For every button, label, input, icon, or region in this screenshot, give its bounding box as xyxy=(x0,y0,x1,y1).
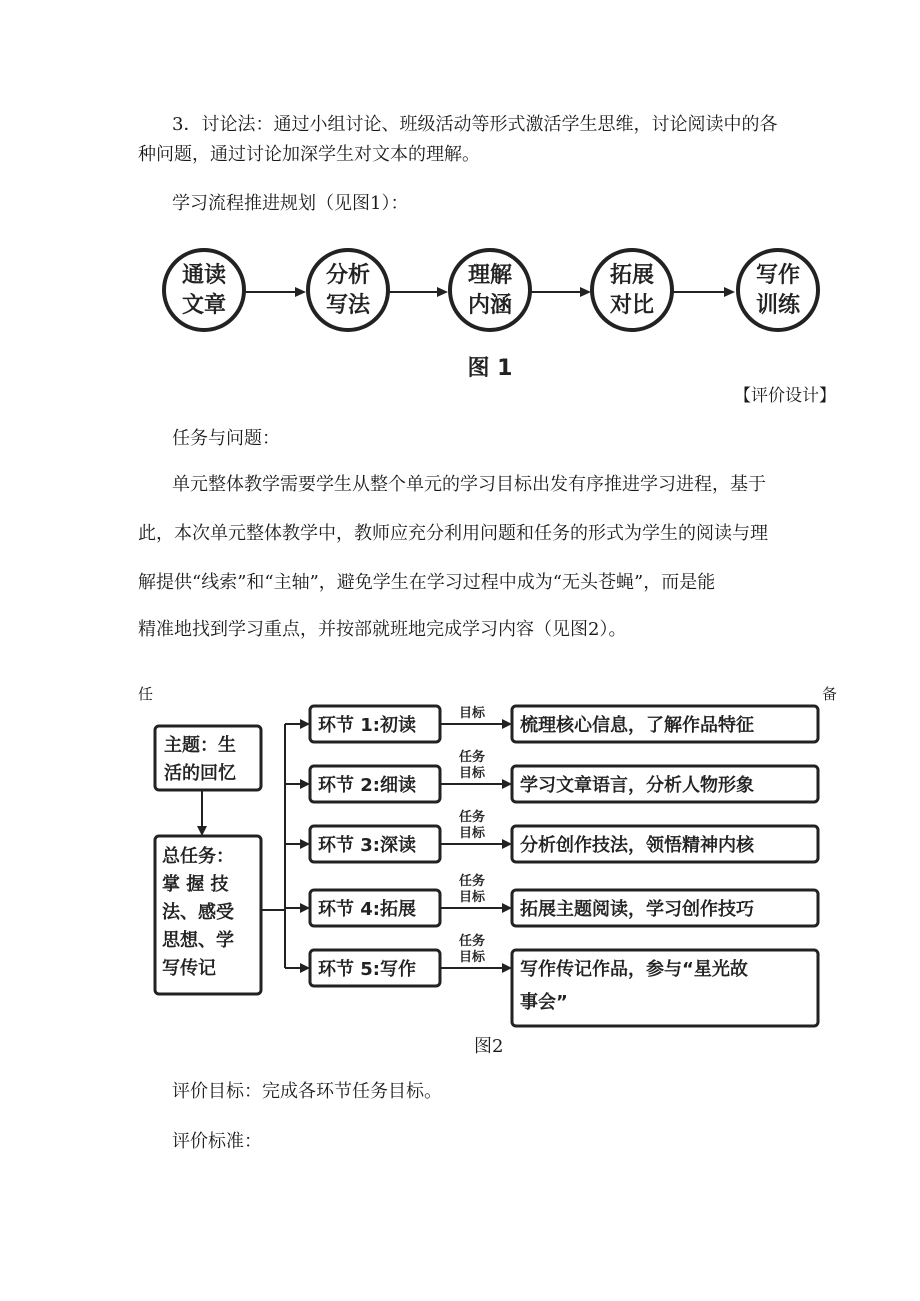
figure1-step-1-bottom: 文章 xyxy=(181,293,227,318)
stage-4-arrow-label-1: 任务 xyxy=(458,874,486,889)
figure2-diagram xyxy=(150,700,830,1040)
figure1-arrowhead-3 xyxy=(580,287,591,297)
figure1-step-1-top: 通读 xyxy=(181,263,227,288)
stage-2-arrow-label-2: 目标 xyxy=(458,766,486,781)
main-task-line5: 写传记 xyxy=(162,958,216,979)
main-task-line3: 法、感受 xyxy=(162,902,234,923)
body-line4: 精准地找到学习重点，并按部就班地完成学习内容（见图2）。 xyxy=(138,619,627,640)
figure1-step-5-bottom: 训练 xyxy=(755,293,801,318)
figure2-caption: 图2 xyxy=(474,1036,504,1057)
figure1-step-4-top: 拓展 xyxy=(609,263,655,288)
stage-3-arrow-label-2: 目标 xyxy=(458,826,486,841)
figure1-step-5-top: 写作 xyxy=(755,263,801,288)
section3-line2: 种问题，通过讨论加深学生对文本的理解。 xyxy=(138,144,480,165)
figure1-step-4 xyxy=(592,250,672,330)
figure1-step-2-bottom: 写法 xyxy=(325,293,371,318)
stage-5-label: 环节 5:写作 xyxy=(318,959,416,980)
stage-1-label: 环节 1:初读 xyxy=(318,715,416,736)
figure1-step-5 xyxy=(738,250,818,330)
body-line1: 单元整体教学需要学生从整个单元的学习目标出发有序推进学习进程，基于 xyxy=(172,474,766,495)
eval-standard: 评价标准： xyxy=(172,1131,262,1152)
stage-5-arrow-label-1: 任务 xyxy=(458,934,486,949)
stage-4-goal-line1: 拓展主题阅读，学习创作技巧 xyxy=(520,899,754,920)
theme-line1: 主题：生 xyxy=(164,735,236,756)
stage-2-arrow-label-1: 任务 xyxy=(458,750,486,765)
section3-line1: 3．讨论法：通过小组讨论、班级活动等形式激活学生思维，讨论阅读中的各 xyxy=(172,114,778,135)
figure1-step-1 xyxy=(164,250,244,330)
eval-goal: 评价目标：完成各环节任务目标。 xyxy=(172,1081,442,1102)
main-task-line2: 掌 握 技 xyxy=(162,874,229,895)
stage-3-label: 环节 3:深读 xyxy=(318,835,416,856)
stage-1-goal-line1: 梳理核心信息，了解作品特征 xyxy=(520,715,754,736)
figure1-step-4-bottom: 对比 xyxy=(609,293,655,318)
figure1-step-2-top: 分析 xyxy=(325,263,371,288)
theme-line2: 活的回忆 xyxy=(164,763,236,784)
body-line3: 解提供“线索”和“主轴”，避免学生在学习过程中成为“无头苍蝇”，而是能 xyxy=(138,572,716,593)
stage-3-goal-line1: 分析创作技法，领悟精神内核 xyxy=(520,835,754,856)
stage-5-goal-line2: 事会” xyxy=(520,992,568,1013)
main-task-line1: 总任务： xyxy=(162,846,234,867)
figure1-step-3-bottom: 内涵 xyxy=(467,293,513,318)
figure1-arrowhead-1 xyxy=(295,287,306,297)
fragment-right: 备 xyxy=(822,685,838,703)
figure1-flowchart xyxy=(150,235,840,385)
main-task-line4: 思想、学 xyxy=(162,930,234,951)
figure1-caption: 图 1 xyxy=(467,356,513,381)
figure1-step-3 xyxy=(450,250,530,330)
stage-5-arrow-label-2: 目标 xyxy=(458,950,486,965)
stage-5-goal-line1: 写作传记作品，参与“星光故 xyxy=(520,959,748,980)
stage-4-arrow-label-2: 目标 xyxy=(458,890,486,905)
stage-3-arrow-label-1: 任务 xyxy=(458,810,486,825)
flow-intro: 学习流程推进规划（见图1）： xyxy=(172,193,409,214)
stage-1-arrow-label-1: 目标 xyxy=(458,706,486,721)
body-line2: 此，本次单元整体教学中，教师应充分利用问题和任务的形式为学生的阅读与理 xyxy=(138,523,768,544)
figure1-arrowhead-2 xyxy=(437,287,448,297)
stage-2-goal-line1: 学习文章语言，分析人物形象 xyxy=(520,775,754,796)
fragment-left: 任 xyxy=(138,685,154,703)
stage-2-label: 环节 2:细读 xyxy=(318,775,416,796)
figure1-step-2 xyxy=(308,250,388,330)
eval-design-label: 【评价设计】 xyxy=(734,386,836,406)
figure1-step-3-top: 理解 xyxy=(467,263,513,288)
stage-4-label: 环节 4:拓展 xyxy=(318,899,416,920)
task-heading: 任务与问题： xyxy=(172,428,280,449)
figure1-arrowhead-4 xyxy=(724,287,735,297)
